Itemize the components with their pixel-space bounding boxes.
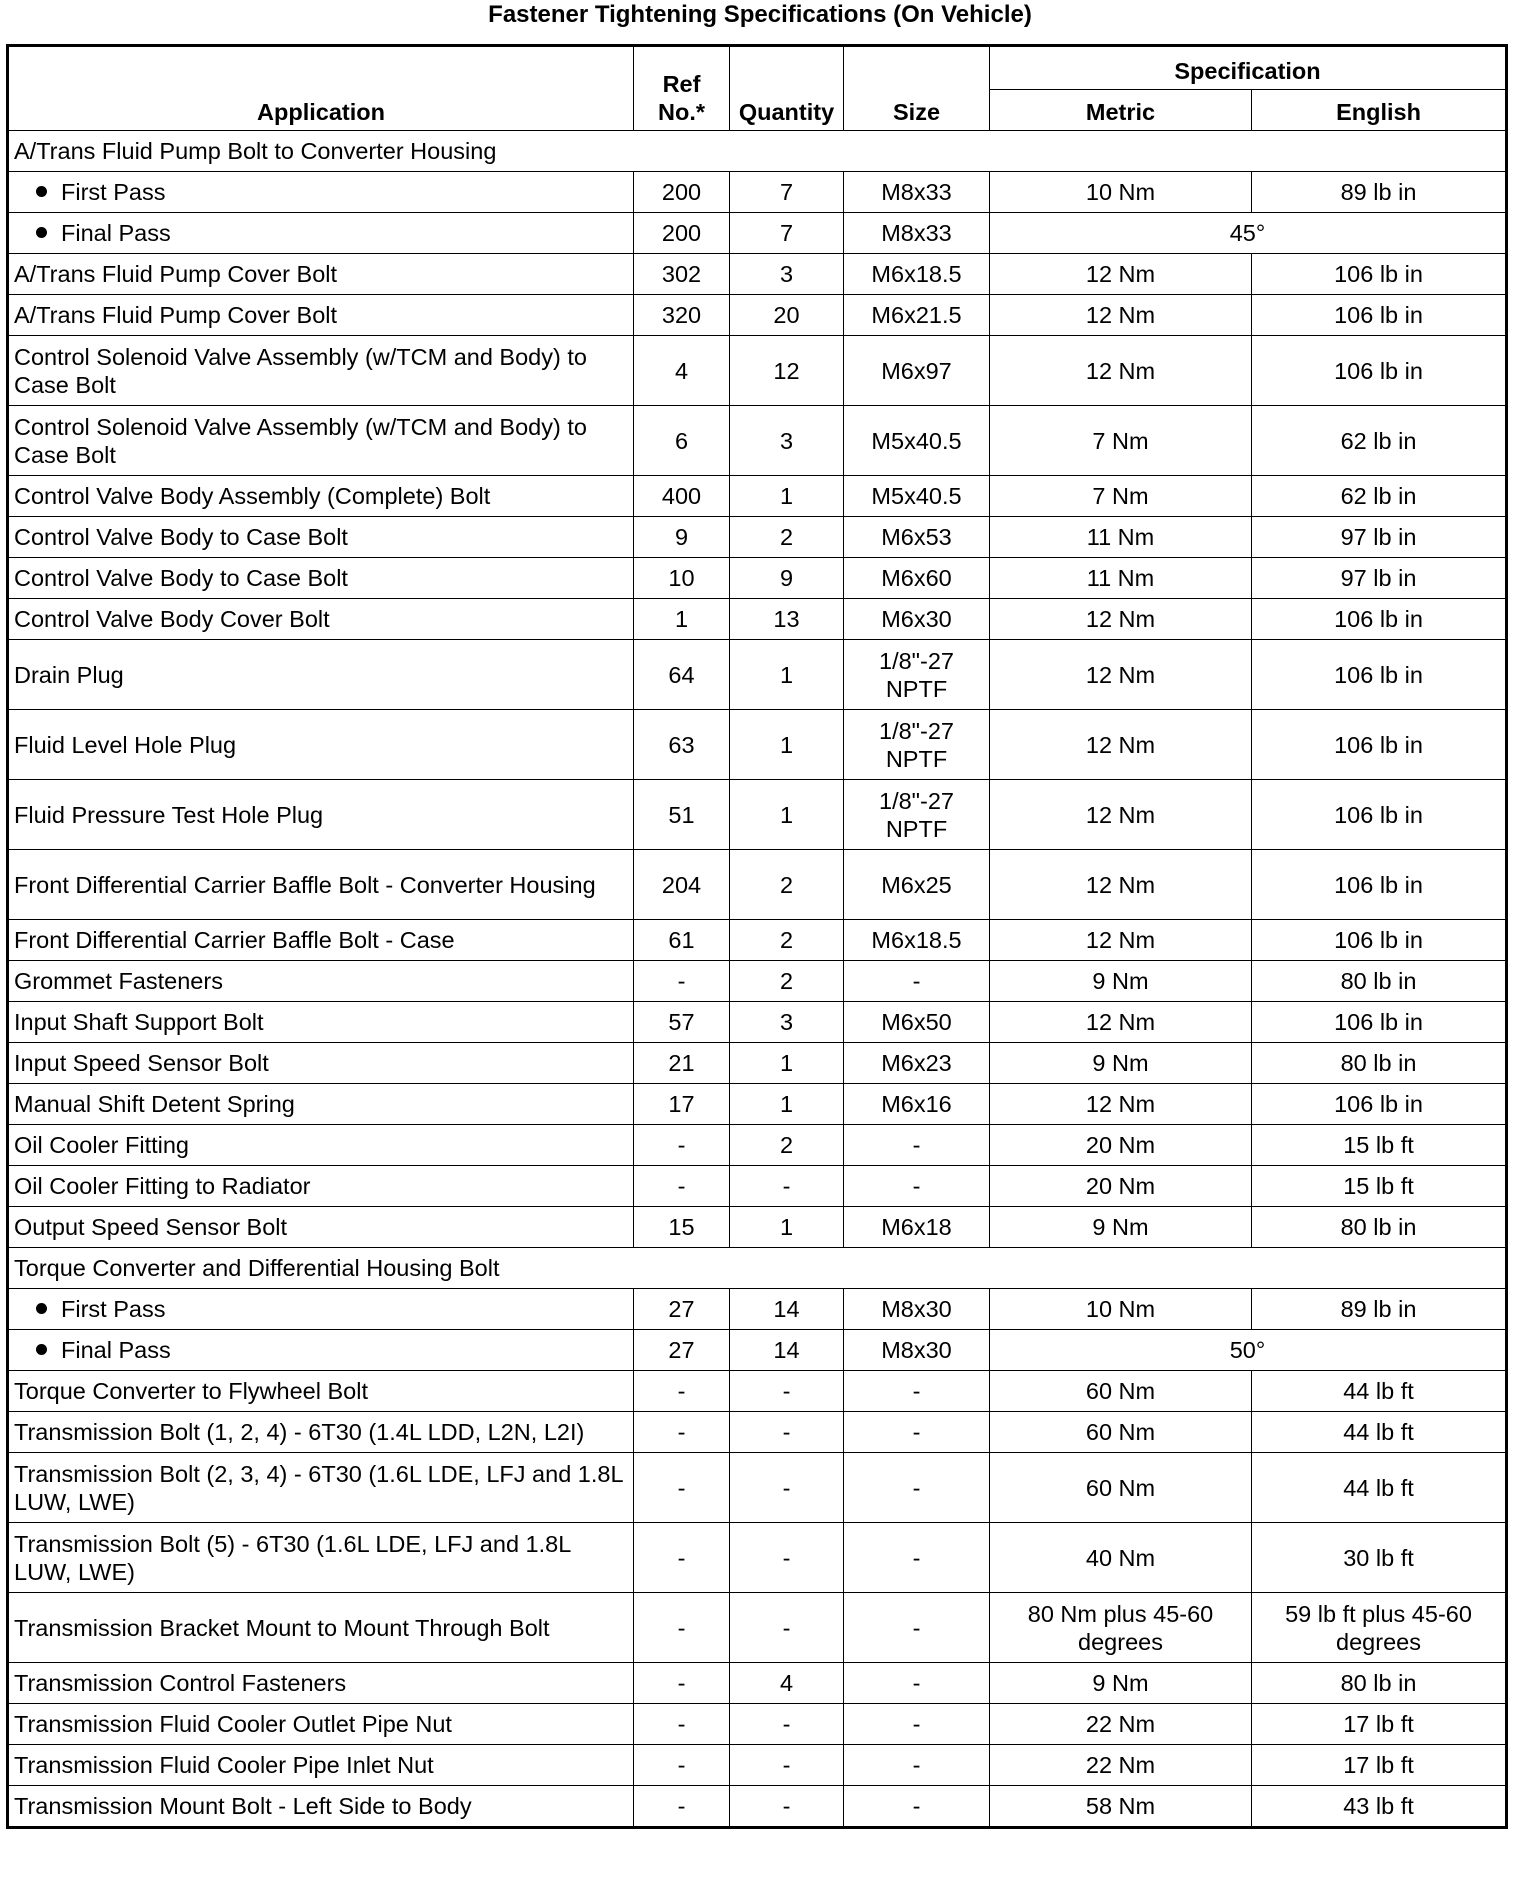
ref-cell: - xyxy=(634,1166,730,1207)
table-row xyxy=(8,780,1507,850)
metric-cell: 10 Nm xyxy=(990,172,1252,213)
quantity-cell: 1 xyxy=(730,640,844,710)
metric-cell: 7 Nm xyxy=(990,476,1252,517)
english-cell: 17 lb ft xyxy=(1252,1704,1507,1745)
metric-cell: 7 Nm xyxy=(990,406,1252,476)
english-cell: 106 lb in xyxy=(1252,1002,1507,1043)
ref-cell: 21 xyxy=(634,1043,730,1084)
ref-cell: - xyxy=(634,1745,730,1786)
quantity-cell: 20 xyxy=(730,295,844,336)
table-row xyxy=(8,1663,1507,1704)
metric-cell: 12 Nm xyxy=(990,920,1252,961)
application-label: Final Pass xyxy=(61,1337,171,1363)
ref-cell: 27 xyxy=(634,1330,730,1371)
size-cell: M8x33 xyxy=(844,213,990,254)
quantity-cell: - xyxy=(730,1412,844,1453)
application-cell: Transmission Bolt (5) - 6T30 (1.6L LDE, LFJ and 1.8L LUW, LWE) xyxy=(8,1523,634,1593)
metric-cell: 20 Nm xyxy=(990,1166,1252,1207)
english-cell: 106 lb in xyxy=(1252,336,1507,406)
quantity-cell: 3 xyxy=(730,254,844,295)
ref-cell: - xyxy=(634,1523,730,1593)
quantity-cell: - xyxy=(730,1745,844,1786)
english-cell: 106 lb in xyxy=(1252,710,1507,780)
metric-cell: 10 Nm xyxy=(990,1289,1252,1330)
metric-cell: 9 Nm xyxy=(990,1043,1252,1084)
ref-cell: 302 xyxy=(634,254,730,295)
bullet-icon xyxy=(36,1344,47,1355)
application-cell: Control Valve Body Cover Bolt xyxy=(8,599,634,640)
application-cell: Manual Shift Detent Spring xyxy=(8,1084,634,1125)
english-cell: 106 lb in xyxy=(1252,850,1507,920)
table-row xyxy=(8,1084,1507,1125)
size-cell: - xyxy=(844,1523,990,1593)
table-row xyxy=(8,1125,1507,1166)
size-cell: M6x18.5 xyxy=(844,254,990,295)
metric-cell: 12 Nm xyxy=(990,640,1252,710)
table-row xyxy=(8,1166,1507,1207)
application-cell: Control Valve Body to Case Bolt xyxy=(8,558,634,599)
metric-cell: 9 Nm xyxy=(990,1663,1252,1704)
metric-cell: 12 Nm xyxy=(990,780,1252,850)
application-cell: Transmission Control Fasteners xyxy=(8,1663,634,1704)
size-cell: M8x30 xyxy=(844,1289,990,1330)
quantity-cell: - xyxy=(730,1593,844,1663)
english-cell: 59 lb ft plus 45-60 degrees xyxy=(1252,1593,1507,1663)
english-cell: 106 lb in xyxy=(1252,295,1507,336)
metric-cell: 9 Nm xyxy=(990,961,1252,1002)
size-cell: M8x30 xyxy=(844,1330,990,1371)
english-cell: 106 lb in xyxy=(1252,1084,1507,1125)
table-row xyxy=(8,1207,1507,1248)
ref-cell: - xyxy=(634,961,730,1002)
metric-cell: 9 Nm xyxy=(990,1207,1252,1248)
quantity-cell: 2 xyxy=(730,961,844,1002)
quantity-cell: 7 xyxy=(730,213,844,254)
size-cell: - xyxy=(844,1453,990,1523)
table-row xyxy=(8,961,1507,1002)
ref-cell: 1 xyxy=(634,599,730,640)
metric-cell: 40 Nm xyxy=(990,1523,1252,1593)
quantity-cell: 1 xyxy=(730,1207,844,1248)
table-row xyxy=(8,850,1507,920)
table-row xyxy=(8,1523,1507,1593)
table-group-row xyxy=(8,1248,1507,1289)
metric-cell: 12 Nm xyxy=(990,254,1252,295)
table-row xyxy=(8,254,1507,295)
table-row xyxy=(8,1330,1507,1371)
application-cell: Oil Cooler Fitting xyxy=(8,1125,634,1166)
size-cell: - xyxy=(844,961,990,1002)
metric-cell: 12 Nm xyxy=(990,336,1252,406)
ref-cell: - xyxy=(634,1371,730,1412)
english-cell: 30 lb ft xyxy=(1252,1523,1507,1593)
english-cell: 44 lb ft xyxy=(1252,1371,1507,1412)
size-cell: M5x40.5 xyxy=(844,406,990,476)
size-cell: - xyxy=(844,1593,990,1663)
table-row xyxy=(8,476,1507,517)
size-cell: 1/8"-27 NPTF xyxy=(844,640,990,710)
specification-cell: 45° xyxy=(990,213,1507,254)
metric-cell: 58 Nm xyxy=(990,1786,1252,1828)
size-cell: M6x16 xyxy=(844,1084,990,1125)
size-cell: 1/8"-27 NPTF xyxy=(844,710,990,780)
size-cell: M6x25 xyxy=(844,850,990,920)
english-cell: 97 lb in xyxy=(1252,517,1507,558)
ref-cell: 6 xyxy=(634,406,730,476)
ref-cell: 400 xyxy=(634,476,730,517)
size-cell: - xyxy=(844,1166,990,1207)
english-cell: 89 lb in xyxy=(1252,1289,1507,1330)
quantity-cell: - xyxy=(730,1166,844,1207)
english-cell: 106 lb in xyxy=(1252,254,1507,295)
ref-cell: 4 xyxy=(634,336,730,406)
size-cell: M6x53 xyxy=(844,517,990,558)
metric-cell: 80 Nm plus 45-60 degrees xyxy=(990,1593,1252,1663)
size-cell: M6x60 xyxy=(844,558,990,599)
english-cell: 80 lb in xyxy=(1252,1043,1507,1084)
quantity-cell: 1 xyxy=(730,476,844,517)
english-cell: 106 lb in xyxy=(1252,920,1507,961)
table-row xyxy=(8,710,1507,780)
metric-cell: 60 Nm xyxy=(990,1453,1252,1523)
application-cell: Transmission Bracket Mount to Mount Through Bolt xyxy=(8,1593,634,1663)
metric-cell: 60 Nm xyxy=(990,1371,1252,1412)
english-cell: 89 lb in xyxy=(1252,172,1507,213)
ref-cell: 64 xyxy=(634,640,730,710)
application-cell: Transmission Fluid Cooler Outlet Pipe Nut xyxy=(8,1704,634,1745)
table-row xyxy=(8,1043,1507,1084)
quantity-cell: 1 xyxy=(730,710,844,780)
header-application: Application xyxy=(8,46,634,131)
quantity-cell: 3 xyxy=(730,1002,844,1043)
table-row xyxy=(8,1786,1507,1828)
ref-cell: 57 xyxy=(634,1002,730,1043)
application-cell: Fluid Level Hole Plug xyxy=(8,710,634,780)
table-row xyxy=(8,599,1507,640)
ref-cell: 61 xyxy=(634,920,730,961)
table-row xyxy=(8,558,1507,599)
ref-cell: 27 xyxy=(634,1289,730,1330)
ref-cell: 204 xyxy=(634,850,730,920)
metric-cell: 12 Nm xyxy=(990,1084,1252,1125)
size-cell: - xyxy=(844,1663,990,1704)
english-cell: 62 lb in xyxy=(1252,406,1507,476)
application-cell xyxy=(8,1289,634,1330)
english-cell: 44 lb ft xyxy=(1252,1453,1507,1523)
english-cell: 15 lb ft xyxy=(1252,1166,1507,1207)
metric-cell: 22 Nm xyxy=(990,1745,1252,1786)
header-english: English xyxy=(1252,90,1507,131)
ref-cell: 51 xyxy=(634,780,730,850)
size-cell: M8x33 xyxy=(844,172,990,213)
application-cell: Torque Converter to Flywheel Bolt xyxy=(8,1371,634,1412)
application-cell xyxy=(8,1330,634,1371)
ref-cell: 200 xyxy=(634,172,730,213)
application-cell: Control Valve Body to Case Bolt xyxy=(8,517,634,558)
application-cell xyxy=(8,172,634,213)
application-cell xyxy=(8,213,634,254)
table-row xyxy=(8,1371,1507,1412)
fastener-spec-table xyxy=(6,44,1508,1829)
quantity-cell: 2 xyxy=(730,850,844,920)
application-cell: Drain Plug xyxy=(8,640,634,710)
bullet-icon xyxy=(36,1303,47,1314)
size-cell: 1/8"-27 NPTF xyxy=(844,780,990,850)
metric-cell: 20 Nm xyxy=(990,1125,1252,1166)
table-row xyxy=(8,1002,1507,1043)
application-label: Final Pass xyxy=(61,220,171,246)
quantity-cell: - xyxy=(730,1704,844,1745)
application-label: First Pass xyxy=(61,179,166,205)
quantity-cell: 12 xyxy=(730,336,844,406)
size-cell: M6x18.5 xyxy=(844,920,990,961)
size-cell: - xyxy=(844,1371,990,1412)
size-cell: M5x40.5 xyxy=(844,476,990,517)
size-cell: M6x50 xyxy=(844,1002,990,1043)
application-cell: Grommet Fasteners xyxy=(8,961,634,1002)
application-cell: Front Differential Carrier Baffle Bolt - Converter Housing xyxy=(8,850,634,920)
english-cell: 97 lb in xyxy=(1252,558,1507,599)
size-cell: M6x18 xyxy=(844,1207,990,1248)
application-cell: Transmission Bolt (2, 3, 4) - 6T30 (1.6L LDE, LFJ and 1.8L LUW, LWE) xyxy=(8,1453,634,1523)
page-title: Fastener Tightening Specifications (On Vehicle) xyxy=(488,1,1032,28)
ref-cell: - xyxy=(634,1125,730,1166)
quantity-cell: 1 xyxy=(730,1043,844,1084)
table-row xyxy=(8,1412,1507,1453)
metric-cell: 12 Nm xyxy=(990,710,1252,780)
specification-cell: 50° xyxy=(990,1330,1507,1371)
ref-cell: - xyxy=(634,1412,730,1453)
application-cell: Oil Cooler Fitting to Radiator xyxy=(8,1166,634,1207)
table-header xyxy=(8,46,1507,131)
table-row xyxy=(8,1593,1507,1663)
quantity-cell: 2 xyxy=(730,1125,844,1166)
quantity-cell: 2 xyxy=(730,920,844,961)
table-group-row xyxy=(8,131,1507,172)
english-cell: 106 lb in xyxy=(1252,780,1507,850)
quantity-cell: 14 xyxy=(730,1289,844,1330)
application-cell: Input Shaft Support Bolt xyxy=(8,1002,634,1043)
application-cell: Control Solenoid Valve Assembly (w/TCM and Body) to Case Bolt xyxy=(8,406,634,476)
application-cell: Control Solenoid Valve Assembly (w/TCM and Body) to Case Bolt xyxy=(8,336,634,406)
application-label: First Pass xyxy=(61,1296,166,1322)
size-cell: - xyxy=(844,1786,990,1828)
application-cell: Transmission Fluid Cooler Pipe Inlet Nut xyxy=(8,1745,634,1786)
quantity-cell: 1 xyxy=(730,1084,844,1125)
application-cell: Transmission Mount Bolt - Left Side to Body xyxy=(8,1786,634,1828)
ref-cell: 17 xyxy=(634,1084,730,1125)
ref-cell: - xyxy=(634,1593,730,1663)
metric-cell: 11 Nm xyxy=(990,517,1252,558)
english-cell: 106 lb in xyxy=(1252,640,1507,710)
ref-cell: 200 xyxy=(634,213,730,254)
metric-cell: 12 Nm xyxy=(990,599,1252,640)
english-cell: 15 lb ft xyxy=(1252,1125,1507,1166)
application-cell: Control Valve Body Assembly (Complete) Bolt xyxy=(8,476,634,517)
table-row xyxy=(8,336,1507,406)
size-cell: M6x30 xyxy=(844,599,990,640)
quantity-cell: - xyxy=(730,1371,844,1412)
english-cell: 43 lb ft xyxy=(1252,1786,1507,1828)
size-cell: - xyxy=(844,1125,990,1166)
ref-cell: - xyxy=(634,1704,730,1745)
application-cell: Transmission Bolt (1, 2, 4) - 6T30 (1.4L LDD, L2N, L2I) xyxy=(8,1412,634,1453)
english-cell: 62 lb in xyxy=(1252,476,1507,517)
quantity-cell: 9 xyxy=(730,558,844,599)
header-size: Size xyxy=(844,46,990,131)
quantity-cell: - xyxy=(730,1523,844,1593)
header-specification: Specification xyxy=(990,46,1507,90)
size-cell: M6x97 xyxy=(844,336,990,406)
table-row xyxy=(8,1745,1507,1786)
table-row xyxy=(8,640,1507,710)
table-row xyxy=(8,920,1507,961)
english-cell: 80 lb in xyxy=(1252,961,1507,1002)
quantity-cell: 7 xyxy=(730,172,844,213)
table-row xyxy=(8,213,1507,254)
quantity-cell: 1 xyxy=(730,780,844,850)
quantity-cell: - xyxy=(730,1786,844,1828)
metric-cell: 12 Nm xyxy=(990,850,1252,920)
application-cell: Front Differential Carrier Baffle Bolt - Case xyxy=(8,920,634,961)
table-row xyxy=(8,295,1507,336)
english-cell: 80 lb in xyxy=(1252,1207,1507,1248)
metric-cell: 12 Nm xyxy=(990,295,1252,336)
quantity-cell: 4 xyxy=(730,1663,844,1704)
english-cell: 80 lb in xyxy=(1252,1663,1507,1704)
ref-cell: - xyxy=(634,1663,730,1704)
ref-cell: 10 xyxy=(634,558,730,599)
quantity-cell: 13 xyxy=(730,599,844,640)
application-cell: Fluid Pressure Test Hole Plug xyxy=(8,780,634,850)
metric-cell: 11 Nm xyxy=(990,558,1252,599)
application-cell: A/Trans Fluid Pump Bolt to Converter Housing xyxy=(8,131,1507,172)
ref-cell: 320 xyxy=(634,295,730,336)
metric-cell: 22 Nm xyxy=(990,1704,1252,1745)
english-cell: 17 lb ft xyxy=(1252,1745,1507,1786)
size-cell: - xyxy=(844,1745,990,1786)
table-body xyxy=(8,131,1507,1828)
table-row xyxy=(8,1704,1507,1745)
application-cell: Output Speed Sensor Bolt xyxy=(8,1207,634,1248)
ref-cell: - xyxy=(634,1786,730,1828)
quantity-cell: - xyxy=(730,1453,844,1523)
ref-cell: - xyxy=(634,1453,730,1523)
metric-cell: 12 Nm xyxy=(990,1002,1252,1043)
table-row xyxy=(8,1453,1507,1523)
size-cell: M6x23 xyxy=(844,1043,990,1084)
table-row xyxy=(8,172,1507,213)
english-cell: 106 lb in xyxy=(1252,599,1507,640)
quantity-cell: 3 xyxy=(730,406,844,476)
table-row xyxy=(8,406,1507,476)
size-cell: - xyxy=(844,1704,990,1745)
application-cell: A/Trans Fluid Pump Cover Bolt xyxy=(8,295,634,336)
application-cell: Input Speed Sensor Bolt xyxy=(8,1043,634,1084)
size-cell: - xyxy=(844,1412,990,1453)
ref-cell: 15 xyxy=(634,1207,730,1248)
application-cell: A/Trans Fluid Pump Cover Bolt xyxy=(8,254,634,295)
quantity-cell: 2 xyxy=(730,517,844,558)
header-quantity: Quantity xyxy=(730,46,844,131)
ref-cell: 63 xyxy=(634,710,730,780)
application-cell: Torque Converter and Differential Housing Bolt xyxy=(8,1248,1507,1289)
english-cell: 44 lb ft xyxy=(1252,1412,1507,1453)
bullet-icon xyxy=(36,227,47,238)
bullet-icon xyxy=(36,186,47,197)
ref-cell: 9 xyxy=(634,517,730,558)
table-row xyxy=(8,1289,1507,1330)
table-row xyxy=(8,517,1507,558)
quantity-cell: 14 xyxy=(730,1330,844,1371)
header-ref-no: Ref No.* xyxy=(634,46,730,131)
metric-cell: 60 Nm xyxy=(990,1412,1252,1453)
header-metric: Metric xyxy=(990,90,1252,131)
size-cell: M6x21.5 xyxy=(844,295,990,336)
